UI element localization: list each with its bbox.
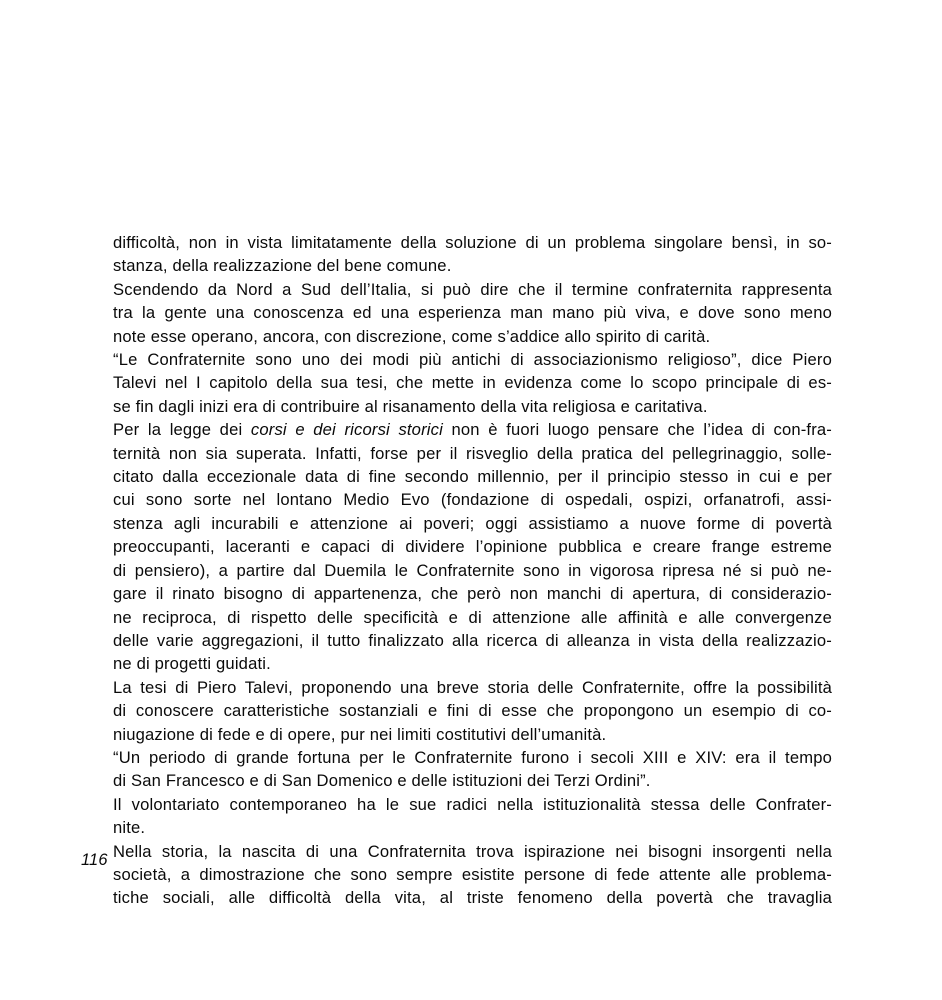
text-line: note esse operano, ancora, con discrezione, come s’addice allo spirito di carità. bbox=[113, 326, 711, 346]
italic-phrase: corsi e dei ricorsi storici bbox=[250, 420, 443, 440]
text-line: niugazione di fede e di opere, pur nei limiti costitutivi dell’umanità. bbox=[113, 724, 607, 744]
text-line: citato dalla eccezionale data di fine secondo millennio, per il principio stesso in cui e per bbox=[113, 467, 832, 487]
text-line: delle varie aggregazioni, il tutto finalizzato alla ricerca di alleanza in vista della realizzazio- bbox=[113, 630, 832, 650]
text-run: Per la legge dei bbox=[113, 420, 251, 440]
text-line: Il volontariato contemporaneo ha le sue radici nella istituzionalità stessa delle Confrater- bbox=[113, 794, 832, 814]
text-line: preoccupanti, laceranti e capaci di dividere l’opinione pubblica e creare frange estreme bbox=[113, 537, 832, 557]
text-line: ne reciproca, di rispetto delle specificità e di attenzione alle affinità e alle convergenze bbox=[113, 607, 832, 627]
text-line: tiche sociali, alle difficoltà della vita, al triste fenomeno della povertà che travaglia bbox=[113, 888, 832, 908]
text-line: stanza, della realizzazione del bene comune. bbox=[113, 256, 452, 276]
text-line: difficoltà, non in vista limitatamente della soluzione di un problema singolare bensì, in so- bbox=[113, 233, 832, 252]
text-line: di San Francesco e di San Domenico e delle istituzioni dei Terzi Ordini”. bbox=[113, 771, 651, 791]
body-text-block bbox=[113, 231, 832, 910]
text-line: società, a dimostrazione che sono sempre esistite persone di fede attente alle problema- bbox=[113, 864, 832, 884]
text-line: di pensiero), a partire dal Duemila le Confraternite sono in vigorosa ripresa né si può ne- bbox=[113, 560, 832, 580]
text-line: di conoscere caratteristiche sostanziali e fini di esse che propongono un esempio di co- bbox=[113, 701, 832, 721]
text-line: Talevi nel I capitolo della sua tesi, che mette in evidenza come lo scopo principale di es- bbox=[113, 373, 832, 393]
text-line: nite. bbox=[113, 818, 146, 838]
text-line: ternità non sia superata. Infatti, forse per il risveglio della pratica del pellegrinaggio, solle- bbox=[113, 443, 832, 463]
text-line: ne di progetti guidati. bbox=[113, 654, 271, 674]
text-run: non è fuori luogo pensare che l’idea di con-fra- bbox=[442, 420, 832, 440]
text-line: “Un periodo di grande fortuna per le Confraternite furono i secoli XIII e XIV: era il tempo bbox=[113, 747, 832, 767]
text-line: gare il rinato bisogno di appartenenza, che però non manchi di apertura, di considerazio- bbox=[113, 584, 832, 604]
text-line: tra la gente una conoscenza ed una esperienza man mano più viva, e dove sono meno bbox=[113, 303, 832, 323]
text-line: “Le Confraternite sono uno dei modi più antichi di associazionismo religioso”, dice Piero bbox=[113, 350, 832, 370]
page-number: 116 bbox=[81, 851, 108, 869]
text-line: cui sono sorte nel lontano Medio Evo (fondazione di ospedali, ospizi, orfanatrofi, assi- bbox=[113, 490, 832, 510]
text-line: Scendendo da Nord a Sud dell’Italia, si può dire che il termine confraternita rappresenta bbox=[113, 279, 832, 299]
text-line bbox=[113, 418, 832, 441]
text-line: Nella storia, la nascita di una Confraternita trova ispirazione nei bisogni insorgenti nella bbox=[113, 841, 832, 861]
text-line: stenza agli incurabili e attenzione ai poveri; oggi assistiamo a nuove forme di povertà bbox=[113, 513, 832, 533]
text-line: La tesi di Piero Talevi, proponendo una breve storia delle Confraternite, offre la possibilità bbox=[113, 677, 832, 697]
text-line: se fin dagli inizi era di contribuire al risanamento della vita religiosa e caritativa. bbox=[113, 396, 708, 416]
